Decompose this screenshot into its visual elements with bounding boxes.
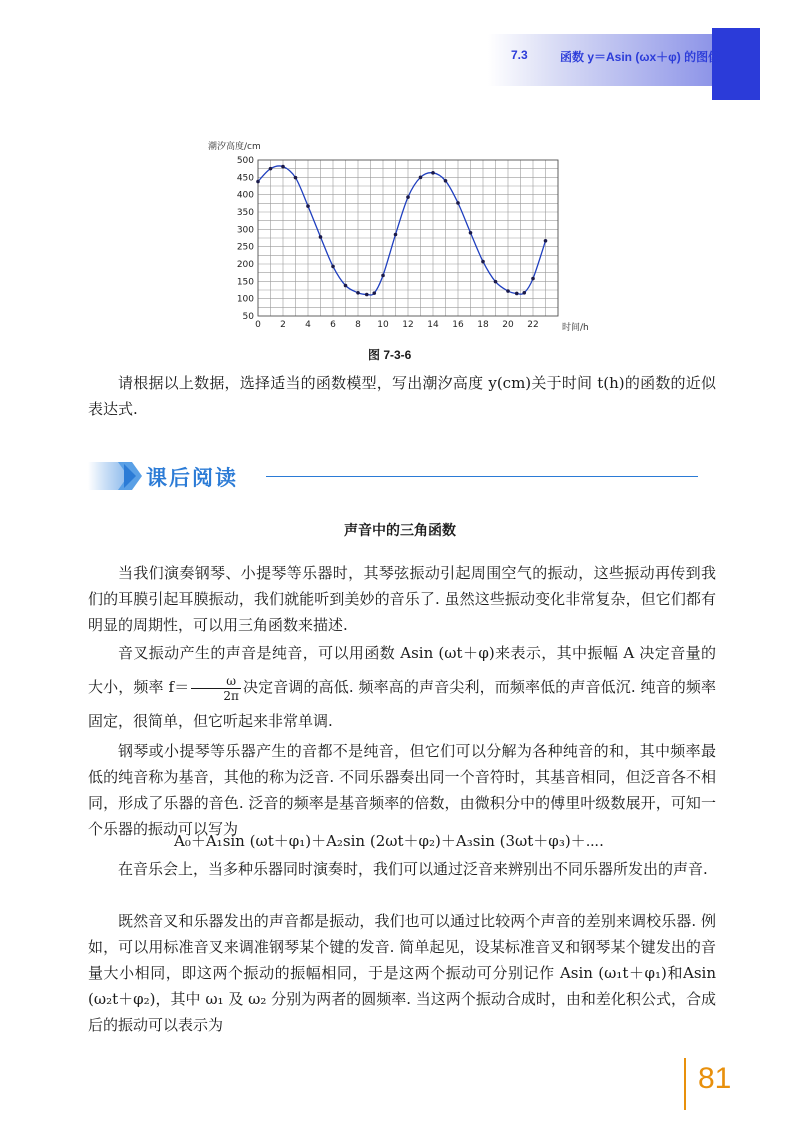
reading-banner-rule (266, 476, 698, 477)
data-point (372, 291, 376, 295)
y-tick-label: 300 (236, 225, 254, 236)
y-tick-label: 150 (236, 277, 254, 288)
data-point (294, 176, 298, 180)
reading-banner-label: 课后阅读 (146, 466, 238, 490)
fraction-denominator: 2π (223, 688, 239, 703)
x-tick-label: 18 (477, 320, 489, 330)
reading-paragraph-5: 既然音叉和乐器发出的声音都是振动，我们也可以通过比较两个声音的差别来调校乐器. 例如，可以用标准音叉来调准钢琴某个键的发音. 简单起见，设某标准音叉和钢琴某个键发出的音量大小相同，即这两个振动的振幅相同，于是这两个振动可分别记作 Asin (ω₁t＋φ₁)和Asin (ω₂t＋φ₂)，其中 ω₁ 及 ω₂ 分别为两者的圆频率. 当这两个振动合成时，由和差化积公式，合成后的振动可以表示为 (88, 912, 716, 1034)
y-tick-label: 500 (236, 156, 254, 166)
data-point (365, 293, 369, 297)
y-tick-label: 400 (236, 190, 254, 201)
x-tick-label: 12 (402, 320, 414, 330)
x-tick-label: 4 (305, 320, 311, 330)
data-point (344, 284, 348, 288)
data-point (394, 233, 398, 237)
data-point (544, 239, 548, 243)
tide-chart-svg (200, 136, 600, 346)
data-point (531, 277, 535, 281)
fraction-numerator: ω (191, 674, 241, 689)
data-point (481, 260, 485, 264)
x-tick-label: 20 (502, 320, 514, 330)
x-tick-label: 22 (527, 320, 539, 330)
x-tick-label: 16 (452, 320, 464, 330)
y-tick-label: 50 (242, 312, 254, 322)
data-point (256, 180, 260, 184)
data-point (431, 171, 435, 175)
data-point (456, 201, 460, 205)
section-number: 7.3 (511, 48, 528, 62)
data-point (306, 204, 310, 208)
y-tick-label: 250 (236, 242, 254, 253)
x-tick-label: 2 (280, 320, 286, 330)
data-point (469, 231, 473, 235)
paragraph-2-text-b: 决定音调的高低. 频率高的声音尖利，而频率低的声音低沉. 纯音的频率固定，很简单，但它听起来非常单调. (88, 678, 717, 730)
reading-title: 声音中的三角函数 (344, 523, 456, 539)
y-tick-label: 200 (236, 260, 254, 270)
reading-paragraph-3: 钢琴或小提琴等乐器产生的音都不是纯音，但它们可以分解为各种纯音的和，其中频率最低的纯音称为基音，其他的称为泛音. 不同乐器奏出同一个音符时，其基音相同，但泛音各不相同，形成了乐器的音色. 泛音的频率是基音频率的倍数，由微积分中的傅里叶级数展开，可知一个乐器的振动可以写为 (88, 742, 716, 838)
data-point (331, 265, 335, 269)
tide-series-points (256, 165, 547, 297)
x-tick-label: 10 (377, 320, 389, 330)
data-point (381, 274, 385, 278)
chart-ticks (237, 156, 539, 330)
y-tick-label: 450 (236, 173, 254, 184)
reading-paragraph-4: 在音乐会上，当多种乐器同时演奏时，我们可以通过泛音来辨别出不同乐器所发出的声音. (118, 860, 708, 878)
tide-chart (200, 136, 600, 346)
x-tick-label: 8 (355, 320, 361, 330)
y-axis-label: 潮汐高度/cm (208, 142, 261, 152)
y-tick-label: 350 (236, 208, 254, 218)
figure-caption: 图 7-3-6 (368, 348, 412, 362)
exercise-question: 请根据以上数据，选择适当的函数模型，写出潮汐高度 y(cm)关于时间 t(h)的函数的近似表达式. (88, 374, 716, 418)
data-point (281, 165, 285, 169)
x-tick-label: 0 (255, 320, 261, 330)
tide-series-line (258, 166, 546, 295)
fourier-formula: A₀＋A₁sin (ωt＋φ₁)＋A₂sin (2ωt＋φ₂)＋A₃sin (3ωt＋φ₃)＋⋯. (174, 832, 604, 850)
y-tick-label: 100 (236, 294, 254, 305)
x-tick-label: 14 (427, 320, 439, 330)
data-point (444, 179, 448, 183)
data-point (506, 289, 510, 293)
data-point (319, 235, 323, 239)
data-point (494, 280, 498, 284)
data-point (356, 291, 360, 295)
frequency-fraction (191, 674, 241, 703)
data-point (522, 291, 526, 295)
reading-paragraph-2 (88, 636, 716, 738)
page-number-rule (684, 1058, 686, 1110)
data-point (419, 176, 423, 180)
page-number: 81 (698, 1062, 732, 1095)
paragraph-2-text-a: 音叉振动产生的声音是纯音，可以用函数 Asin (ωt＋φ)来表示，其中振幅 A 决定音量的大小，频率 f＝ (88, 644, 716, 696)
data-point (406, 195, 410, 199)
x-axis-label: 时间/h (562, 323, 589, 333)
data-point (515, 292, 519, 296)
section-title: 函数 y＝Asin (ωx＋φ) 的图像 (560, 50, 721, 64)
data-point (269, 167, 273, 171)
reading-paragraph-1: 当我们演奏钢琴、小提琴等乐器时，其琴弦振动引起周围空气的振动，这些振动再传到我们的耳膜引起耳膜振动，我们就能听到美妙的音乐了. 虽然这些振动变化非常复杂，但它们都有明显的周期性，可以用三角函数来描述. (88, 564, 716, 634)
x-tick-label: 6 (330, 320, 336, 330)
